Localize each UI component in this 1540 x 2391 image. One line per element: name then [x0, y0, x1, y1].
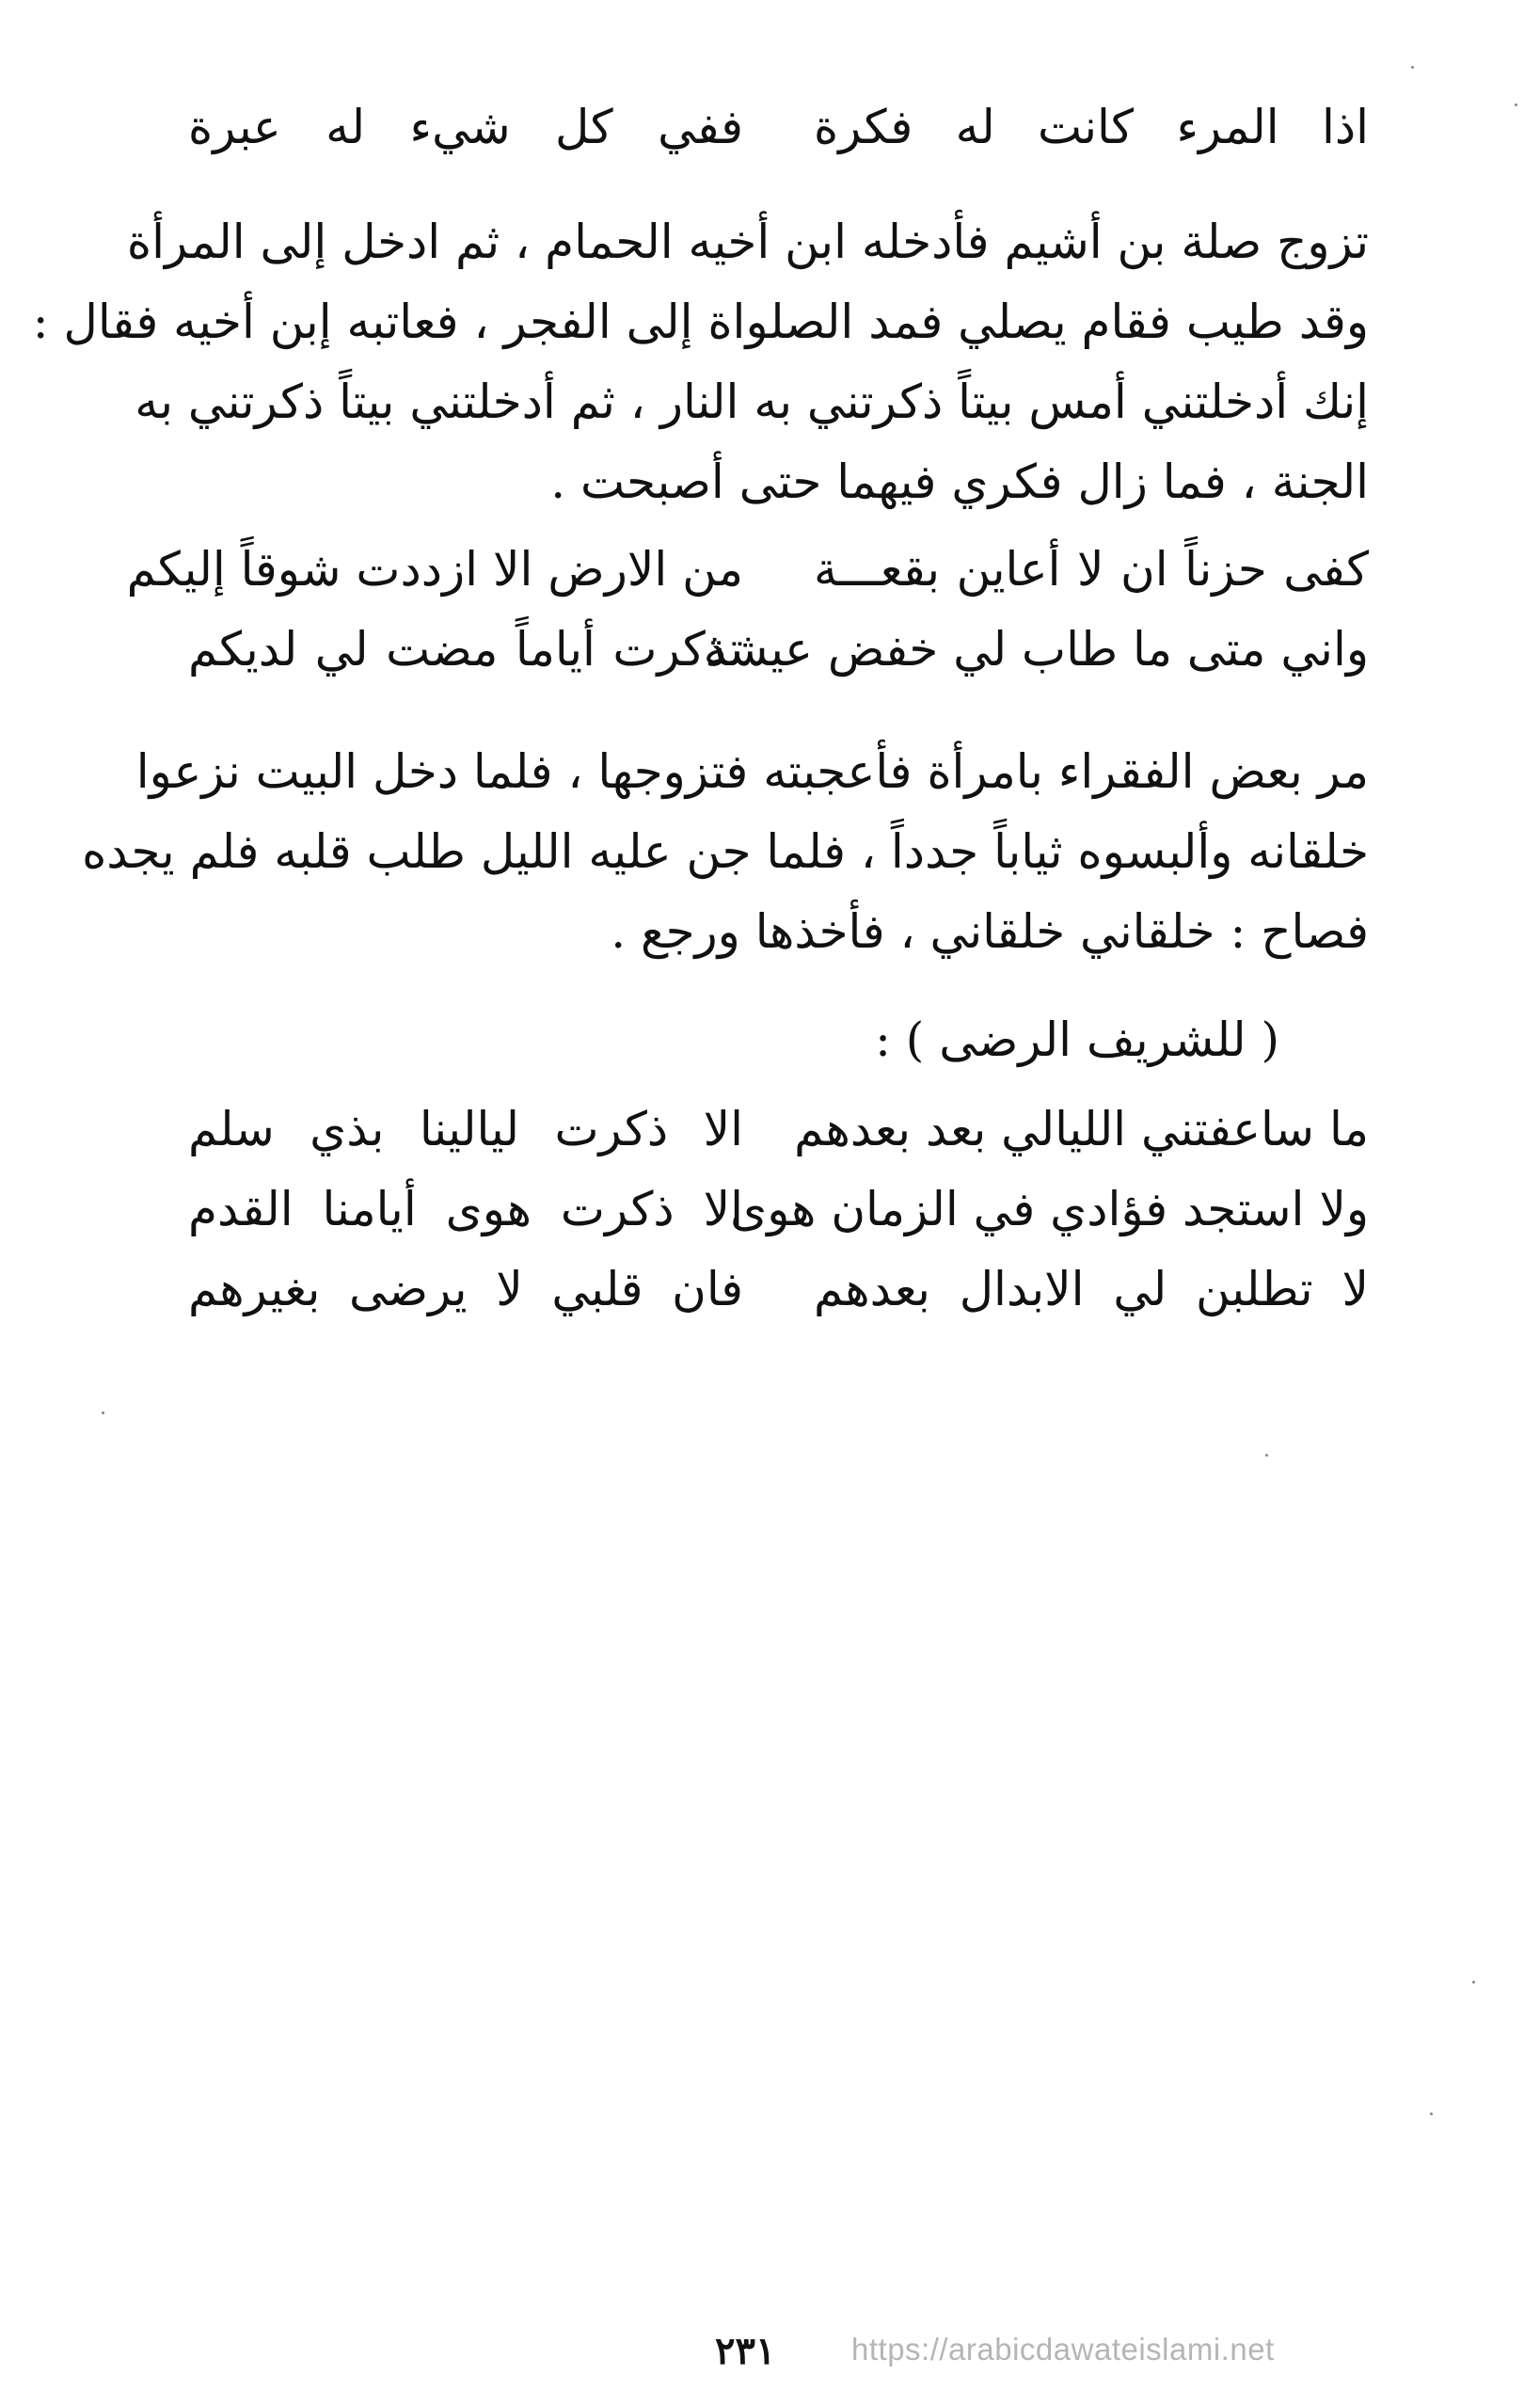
- paragraph-line: وقد طيب فقام يصلي فمد الصلواة إلى الفجر ، فعاتبه إبن أخيه فقال :: [32, 295, 1369, 349]
- verse-line: [188, 100, 1369, 183]
- verse-line: [188, 1182, 1369, 1266]
- paragraph-line: إنك أدخلتني أمس بيتاً ذكرتني به النار ، ثم أدخلتني بيتاً ذكرتني به: [135, 375, 1369, 429]
- verse-right-hemistich: لا تطلبن لي الابدال بعدهم: [814, 1262, 1369, 1316]
- paragraph-line: الجنة ، فما زال فكري فيهما حتى أصبحت .: [550, 454, 1369, 509]
- heading-text: ( للشريف الرضى ) :: [875, 1012, 1279, 1067]
- scan-speck: [1265, 1454, 1268, 1457]
- paragraph-line: فصاح : خلقاني خلقاني ، فأخذها ورجع .: [611, 904, 1369, 959]
- verse-line: [188, 622, 1369, 706]
- verse-left-hemistich: فان قلبي لا يرضى بغيرهم: [188, 1262, 743, 1316]
- scan-speck: [1411, 66, 1414, 69]
- paragraph-line: تزوج صلة بن أشيم فأدخله ابن أخيه الحمام ، ثم ادخل إلى المرأة: [126, 215, 1369, 269]
- page-number: ٢٣١: [715, 2329, 776, 2373]
- verse-left-hemistich: من الارض الا ازددت شوقاً إليكم: [126, 542, 743, 597]
- poem-longing: [126, 542, 1369, 706]
- verse-right-hemistich: ولا استجد فؤادي في الزمان هوى: [730, 1182, 1369, 1236]
- paragraph-line: خلقانه وألبسوه ثياباً جدداً ، فلما جن عليه الليل طلب قلبه فلم يجده: [82, 824, 1369, 879]
- verse-left-hemistich: الا ذكرت هوى أيامنا القدم: [188, 1182, 743, 1236]
- scan-speck: [1515, 104, 1517, 106]
- verse-line: [188, 1102, 1369, 1186]
- opening-verse: [188, 100, 1369, 183]
- verse-left-hemistich: الا ذكرت ليالينا بذي سلم: [188, 1102, 743, 1156]
- verse-left-hemistich: ففي كل شيء له عبرة: [188, 100, 743, 154]
- verse-left-hemistich: تذكرت أياماً مضت لي لديكم: [188, 622, 743, 677]
- watermark-url: https://arabicdawateislami.net: [851, 2332, 1275, 2367]
- scan-speck: [1472, 1981, 1475, 1984]
- verse-line: [188, 1262, 1369, 1346]
- paragraph-sila-ibn-ashyam: [32, 215, 1369, 538]
- poem-sharif-radi: [188, 1102, 1369, 1346]
- paragraph-line: مر بعض الفقراء بامرأة فأعجبته فتزوجها ، فلما دخل البيت نزعوا: [135, 744, 1369, 799]
- verse-right-hemistich: ما ساعفتني الليالي بعد بعدهم: [794, 1102, 1369, 1156]
- scan-speck: [1430, 2112, 1433, 2115]
- verse-line: [126, 542, 1369, 626]
- scan-speck: [102, 1411, 104, 1414]
- verse-right-hemistich: اذا المرء كانت له فكرة: [814, 100, 1369, 154]
- verse-right-hemistich: كفى حزناً ان لا أعاين بقعـــة: [814, 542, 1369, 597]
- poet-heading: [188, 1012, 1369, 1096]
- paragraph-poor-man: [82, 744, 1369, 988]
- verse-right-hemistich: واني متى ما طاب لي خفض عيشة: [703, 622, 1369, 677]
